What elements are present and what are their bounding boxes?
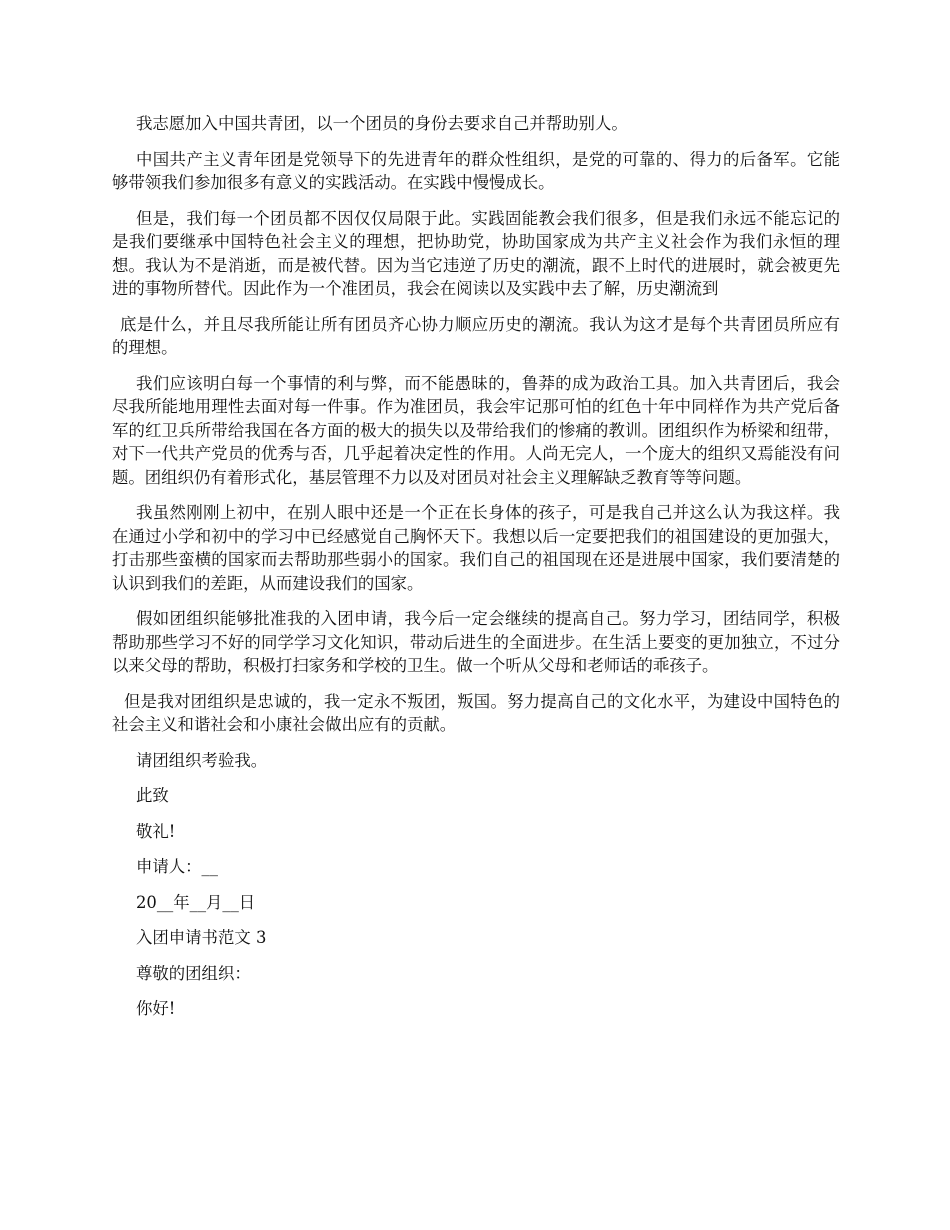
hello-line: 你好! [136, 999, 176, 1018]
greeting-line: 尊敬的团组织： [136, 963, 251, 983]
paragraph-6: 我虽然刚刚上初中，在别人眼中还是一个正在长身体的孩子，可是我自己并这么认为我这样。我在通过小学和初中的学习中已经感觉自己胸怀天下。我想以后一定要把我们的祖国建设的更加强大，打击那些蛮横的国家而去帮助那些弱小的国家。我们自己的祖国现在还是进展中国家，我们要清楚的认识到我们的差距，从而建设我们的国家。 [112, 503, 840, 593]
paragraph-3: 但是，我们每一个团员都不因仅仅局限于此。实践固能教会我们很多，但是我们永远不能忘记的是我们要继承中国特色社会主义的理想，把协助党，协助国家成为共产主义社会作为我们永恒的理想。我认为不是消逝，而是被代替。因为当它违逆了历史的潮流，跟不上时代的进展时，就会被更先进的事物所替代。因此作为一个准团员，我会在阅读以及实践中去了解，历史潮流到 [112, 208, 840, 298]
paragraph-5: 我们应该明白每一个事情的利与弊，而不能愚昧的，鲁莽的成为政治工具。加入共青团后，我会尽我所能地用理性去面对每一件事。作为准团员，我会牢记那可怕的红色十年中同样作为共产党后备军的红卫兵所带给我国在各方面的极大的损失以及带给我们的惨痛的教训。团组织作为桥梁和纽带，对下一代共产党员的优秀与否，几乎起着决定性的作用。人尚无完人，一个庞大的组织又焉能没有问题。团组织仍有着形式化，基层管理不力以及对团员对社会主义理解缺乏教育等等问题。 [112, 373, 840, 487]
paragraph-8: 但是我对团组织是忠诚的，我一定永不叛团，叛国。努力提高自己的文化水平，为建设中国特色的社会主义和谐社会和小康社会做出应有的贡献。 [112, 691, 840, 734]
paragraph-7: 假如团组织能够批准我的入团申请，我今后一定会继续的提高自己。努力学习，团结同学，积极帮助那些学习不好的同学学习文化知识，带动后进生的全面进步。在生活上要变的更加独立，不过分以来父母的帮助，积极打扫家务和学校的卫生。做一个听从父母和老师话的乖孩子。 [112, 609, 840, 675]
document-body [112, 112, 840, 1033]
date-line: 20__年__月__日 [136, 892, 256, 912]
closing-line-request: 请团组织考验我。 [136, 750, 268, 770]
closing-line-respect: 敬礼! [136, 821, 176, 841]
paragraph-4: 底是什么，并且尽我所能让所有团员齐心协力顺应历史的潮流。我认为这才是每个共青团员所应有的理想。 [112, 314, 840, 357]
paragraph-2: 中国共产主义青年团是党领导下的先进青年的群众性组织，是党的可靠的、得力的后备军。它能够带领我们参加很多有意义的实践活动。在实践中慢慢成长。 [112, 149, 840, 192]
closing-line-salutation: 此致 [136, 786, 169, 805]
paragraph-1: 我志愿加入中国共青团，以一个团员的身份去要求自己并帮助别人。 [136, 114, 628, 133]
section-title: 入团申请书范文 3 [136, 928, 267, 947]
applicant-line: 申请人：__ [136, 857, 218, 876]
